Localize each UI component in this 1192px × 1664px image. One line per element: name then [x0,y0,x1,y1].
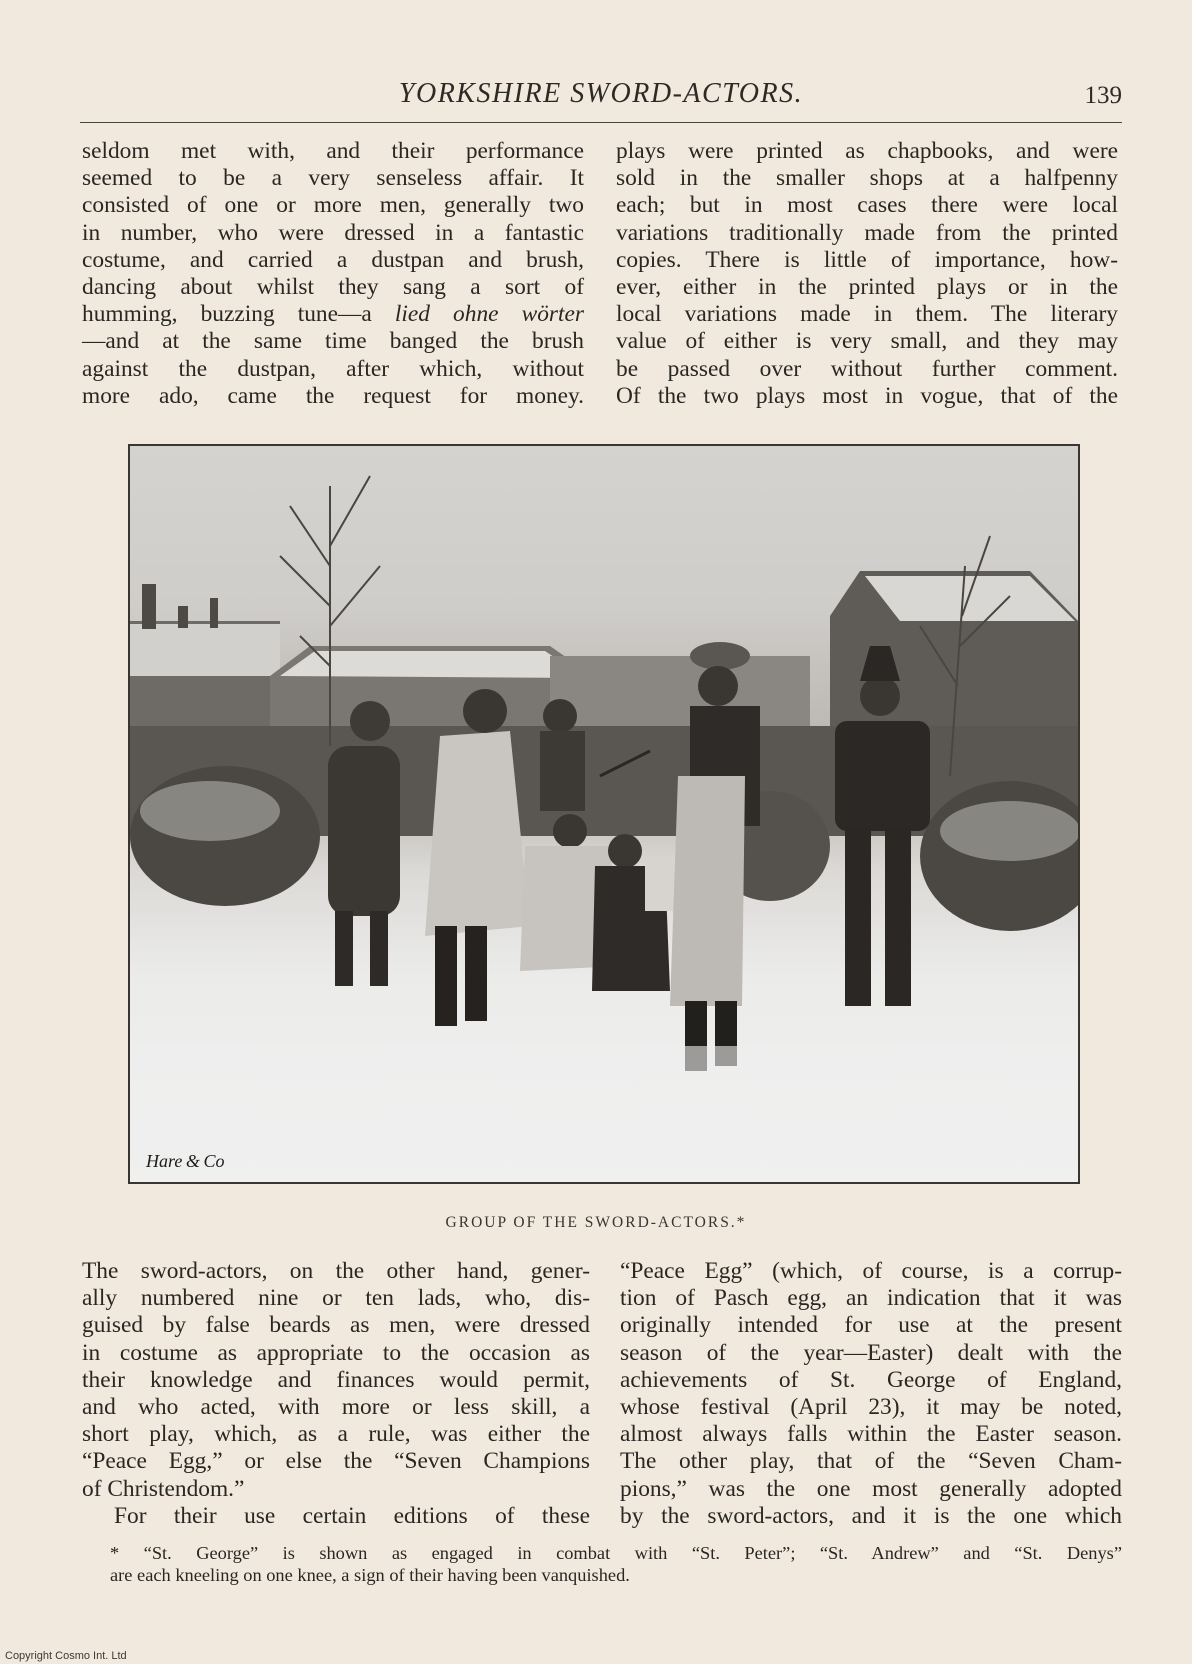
text-line: copies. There is little of importance, how- [616,246,1118,273]
bush-snow [940,801,1078,861]
text-line: by the sword-actors, and it is the one which [620,1502,1122,1529]
page-header [80,72,1122,123]
text-line: For their use certain editions of these [114,1502,590,1529]
text-line: and who acted, with more or less skill, a [82,1394,590,1421]
text-line: short play, which, as a rule, was either the [82,1421,590,1448]
barn-roof-snow [865,576,1075,621]
text-line: their knowledge and finances would permit, [82,1366,590,1393]
text-line: more ado, came the request for money. [82,382,584,409]
text-line: ally numbered nine or ten lads, who, dis- [82,1285,590,1312]
text-line: in costume as appropriate to the occasion as [82,1339,590,1366]
text-line: each; but in most cases there were local [616,192,1118,219]
text-line: pions,” was the one most generally adopted [620,1475,1122,1502]
text-line: originally intended for use at the present [620,1312,1122,1339]
photo-illustration [130,446,1078,1182]
italic-phrase: lied ohne wörter [394,301,584,328]
footnote-line: * “St. George” is shown as engaged in combat with “St. Peter”; “St. Andrew” and “St. Denys” [110,1543,1122,1563]
text-line: costume, and carried a dustpan and brush, [82,246,584,273]
text-line: achievements of St. George of England, [620,1366,1122,1393]
copyright-notice: Copyright Cosmo Int. Ltd [5,1650,127,1662]
text-line: be passed over without further comment. [616,355,1118,382]
text-fragment: humming, buzzing tune—a [82,301,395,328]
distant-buildings [550,656,810,736]
text-line: seemed to be a very senseless affair. It [82,165,584,192]
text-line: of Christendom.” [82,1475,245,1502]
text-line: guised by false beards as men, were dressed [82,1312,590,1339]
text-line: “Peace Egg,” or else the “Seven Champions [82,1448,590,1475]
engraver-signature: Hare & Co [146,1151,225,1171]
text-line: season of the year—Easter) dealt with the [620,1339,1122,1366]
text-line: whose festival (April 23), it may be noted, [620,1394,1122,1421]
footnote [110,1542,1122,1586]
column-top-left [82,138,584,410]
text-line: —and at the same time banged the brush [82,328,584,355]
text-line: against the dustpan, after which, without [82,355,584,382]
text-line: seldom met with, and their performance [82,138,584,164]
bush-snow [140,781,280,841]
text-line: ever, either in the printed plays or in the [616,274,1118,301]
footnote-line: are each kneeling on one knee, a sign of their having been vanquished. [110,1565,630,1585]
text-line: Of the two plays most in vogue, that of the [616,382,1118,409]
text-line: local variations made in them. The literary [616,301,1118,328]
text-line: consisted of one or more men, generally two [82,192,584,219]
figure-caption: GROUP OF THE SWORD-ACTORS.* [445,1214,747,1231]
photograph-sword-actors [128,444,1080,1184]
text-line: tion of Pasch egg, an indication that it was [620,1285,1122,1312]
text-line: The other play, that of the “Seven Cham- [620,1448,1122,1475]
text-line: dancing about whilst they sang a sort of [82,274,584,301]
snow-ground [130,1046,1078,1182]
text-line: almost always falls within the Easter season. [620,1421,1122,1448]
text-line: plays were printed as chapbooks, and were [616,138,1118,164]
column-bottom-left [82,1258,590,1530]
column-top-right [616,138,1118,410]
chimney [178,606,188,628]
column-bottom-right [620,1258,1122,1530]
text-line: value of either is very small, and they may [616,328,1118,355]
chimney [142,584,156,629]
text-line: sold in the smaller shops at a halfpenny [616,165,1118,192]
page-number: 139 [1084,82,1122,109]
roof-snow-left [130,624,280,676]
roof-snow-middle [280,651,585,678]
text-line: “Peace Egg” (which, of course, is a corrup- [620,1258,1122,1284]
text-line-with-italic [82,301,584,328]
text-line: The sword-actors, on the other hand, gener- [82,1258,590,1284]
chimney [210,598,218,628]
text-line: in number, who were dressed in a fantastic [82,219,584,246]
text-line: variations traditionally made from the printed [616,219,1118,246]
running-title: YORKSHIRE SWORD-ACTORS. [398,78,804,109]
